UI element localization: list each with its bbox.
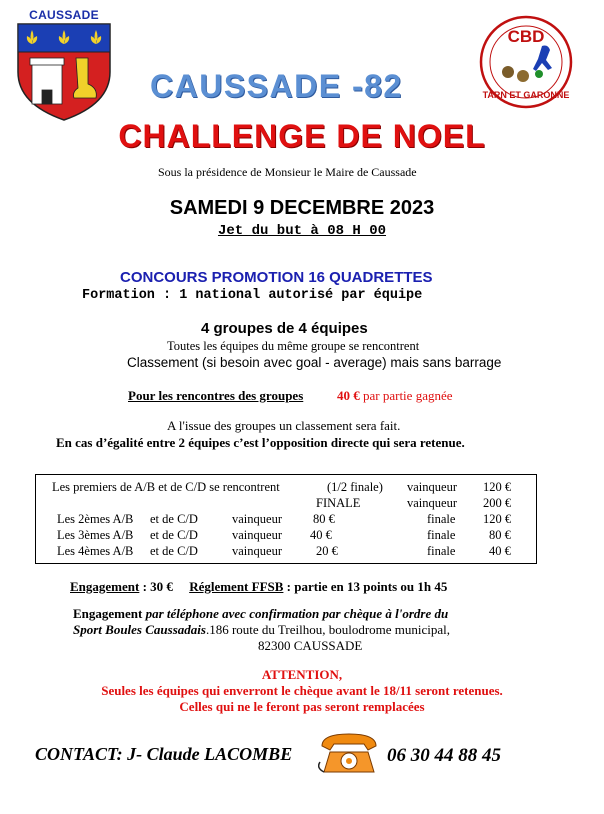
engagement-label: Engagement bbox=[70, 579, 140, 594]
formation-text: Formation : 1 national autorisé par équipe bbox=[82, 288, 423, 303]
table-cell: 80 € bbox=[313, 512, 335, 526]
prix-amount: 40 € bbox=[337, 388, 360, 403]
prix-partie bbox=[337, 388, 453, 404]
logo-bottom-text: TARN ET GARONNE bbox=[482, 90, 570, 100]
rencontres-groupes-label: Pour les rencontres des groupes bbox=[128, 388, 304, 403]
table-cell: finale bbox=[427, 528, 456, 542]
crest-label: CAUSSADE bbox=[29, 8, 99, 22]
reglement-text: : partie en 13 points ou 1h 45 bbox=[283, 579, 448, 594]
engagement-details-3: 82300 CAUSSADE bbox=[258, 638, 363, 653]
table-cell: 40 € bbox=[489, 544, 511, 558]
table-cell: 200 € bbox=[483, 496, 512, 510]
table-cell: 120 € bbox=[483, 480, 512, 494]
engagement-details-label: Engagement bbox=[73, 606, 143, 621]
issue-text: A l'issue des groupes un classement sera fait. bbox=[167, 418, 401, 433]
rencontre-text: Toutes les équipes du même groupe se rencontrent bbox=[167, 339, 420, 353]
table-cell: et de C/D bbox=[150, 544, 198, 558]
reglement-label: Réglement FFSB bbox=[189, 579, 284, 594]
cbd-club-logo-icon bbox=[478, 14, 574, 110]
attention-heading: ATTENTION, bbox=[261, 667, 343, 682]
logo-top-text: CBD bbox=[507, 27, 545, 46]
table-cell: vainqueur bbox=[407, 480, 457, 494]
concours-heading: CONCOURS PROMOTION 16 QUADRETTES bbox=[120, 269, 433, 286]
table-cell: finale bbox=[427, 544, 456, 558]
phone-number: 06 30 44 88 45 bbox=[387, 745, 501, 766]
contact-name: CONTACT: J- Claude LACOMBE bbox=[35, 744, 293, 764]
table-cell: 20 € bbox=[316, 544, 338, 558]
table-cell: FINALE bbox=[316, 496, 361, 510]
table-cell: vainqueur bbox=[407, 496, 457, 510]
prize-table bbox=[35, 474, 537, 564]
table-cell: 80 € bbox=[489, 528, 511, 542]
title-event: CHALLENGE DE NOEL bbox=[118, 118, 486, 154]
table-cell: 40 € bbox=[310, 528, 332, 542]
club-name: Sport Boules Caussadais bbox=[73, 622, 206, 637]
prix-text: par partie gagnée bbox=[359, 388, 453, 403]
caussade-crest-icon bbox=[14, 22, 114, 122]
egalite-text: En cas d’égalité entre 2 équipes c’est l’opposition directe qui sera retenue. bbox=[56, 435, 465, 450]
warning-line-2: Celles qui ne le feront pas seront remplacées bbox=[179, 699, 425, 714]
warning-line-1: Seules les équipes qui enverront le chèque avant le 18/11 seront retenues. bbox=[101, 683, 503, 698]
table-cell: (1/2 finale) bbox=[327, 480, 383, 494]
title-town: CAUSSADE -82 bbox=[150, 68, 403, 104]
telephone-icon bbox=[318, 732, 380, 776]
table-cell: Les 2èmes A/B bbox=[57, 512, 134, 526]
club-address: .186 route du Treilhou, boulodrome municipal, bbox=[205, 622, 451, 637]
start-time: Jet du but à 08 H 00 bbox=[217, 223, 387, 239]
engagement-details-2 bbox=[73, 622, 450, 638]
table-cell: Les 3èmes A/B bbox=[57, 528, 134, 542]
engagement-details-1 bbox=[73, 606, 448, 622]
classement-text: Classement (si besoin avec goal - average) mais sans barrage bbox=[127, 355, 502, 370]
table-cell: et de C/D bbox=[150, 512, 198, 526]
table-cell: et de C/D bbox=[150, 528, 198, 542]
engagement-line bbox=[70, 579, 447, 595]
table-cell: 120 € bbox=[483, 512, 512, 526]
table-cell: vainqueur bbox=[232, 544, 282, 558]
event-date: SAMEDI 9 DECEMBRE 2023 bbox=[169, 197, 435, 219]
groupes-heading: 4 groupes de 4 équipes bbox=[201, 320, 368, 337]
table-cell: finale bbox=[427, 512, 456, 526]
table-cell: vainqueur bbox=[232, 528, 282, 542]
table-cell: vainqueur bbox=[232, 512, 282, 526]
table-cell: Les premiers de A/B et de C/D se rencontrent bbox=[52, 480, 280, 494]
subtitle: Sous la présidence de Monsieur le Maire de Caussade bbox=[158, 165, 417, 179]
table-cell: Les 4èmes A/B bbox=[57, 544, 134, 558]
engagement-price: : 30 € bbox=[139, 579, 173, 594]
engagement-details-rest: par téléphone avec confirmation par chèque à l'ordre du bbox=[142, 606, 449, 621]
